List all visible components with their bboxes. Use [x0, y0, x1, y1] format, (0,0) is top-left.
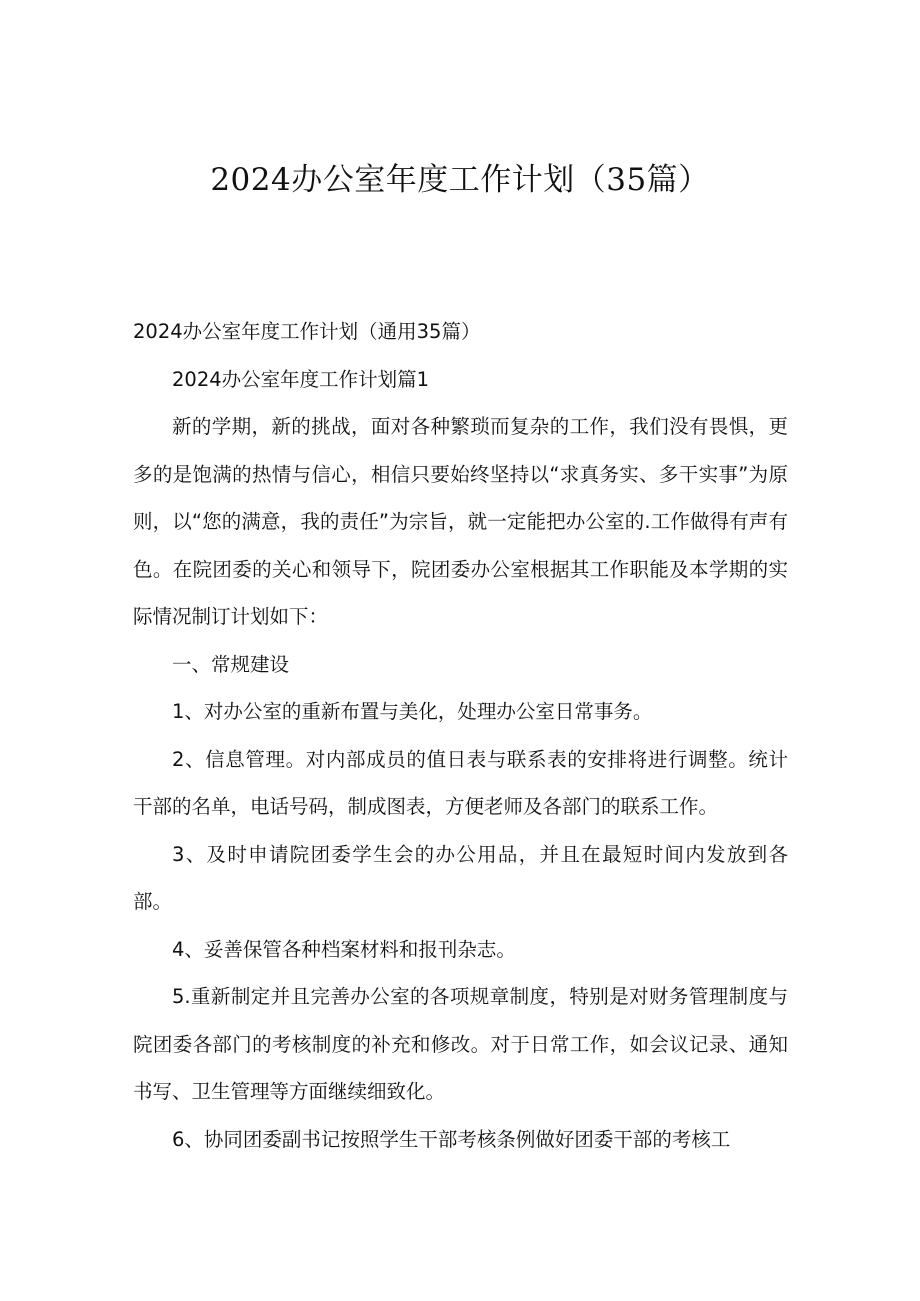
document-subtitle: 2024办公室年度工作计划（通用35篇）: [133, 320, 481, 343]
paragraph: 1、对办公室的重新布置与美化，处理办公室日常事务。: [172, 700, 653, 723]
paragraph: 一、常规建设: [172, 652, 290, 676]
paragraph: 6、协同团委副书记按照学生干部考核条例做好团委干部的考核工: [172, 1127, 731, 1151]
document-body: [133, 308, 788, 1163]
paragraph: 2、信息管理。对内部成员的值日表与联系表的安排将进行调整。统计干部的名单，电话号码，制成图表，方便老师及各部门的联系工作。: [133, 747, 788, 818]
paragraph: 4、妥善保管各种档案材料和报刊杂志。: [172, 937, 516, 961]
paragraph: 3、及时申请院团委学生会的办公用品，并且在最短时间内发放到各部。: [133, 842, 788, 913]
paragraph: 新的学期，新的挑战，面对各种繁琐而复杂的工作，我们没有畏惧，更多的是饱满的热情与信心，相信只要始终坚持以“求真务实、多干实事”为原则，以“您的满意，我的责任”为宗旨，就一定能把办公室的.工作做得有声有色。在院团委的关心和领导下，院团委办公室根据其工作职能及本学期的实际情况制订计划如下：: [133, 415, 788, 628]
section-heading: 2024办公室年度工作计划篇1: [172, 367, 430, 391]
paragraph: 5.重新制定并且完善办公室的各项规章制度，特别是对财务管理制度与院团委各部门的考核制度的补充和修改。对于日常工作，如会议记录、通知书写、卫生管理等方面继续细致化。: [133, 985, 788, 1103]
document-title: 2024办公室年度工作计划（35篇）: [210, 162, 710, 198]
